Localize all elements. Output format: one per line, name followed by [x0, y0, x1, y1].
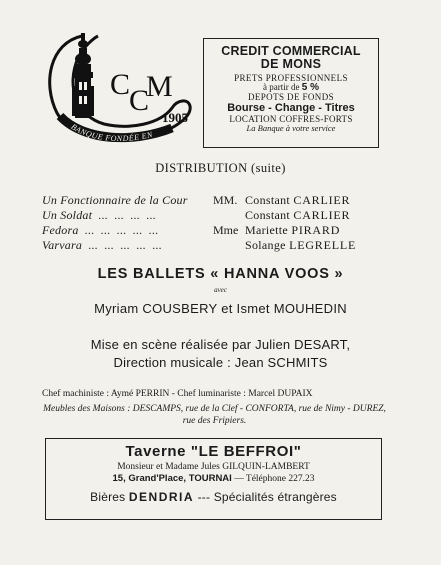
ballets-dancers: Myriam COUSBERY et Ismet MOUHEDIN — [94, 301, 347, 316]
credit-line-2: DE MONS — [260, 57, 322, 71]
cast-actor — [245, 193, 350, 208]
cast-role: Un Fonctionnaire de la Cour — [42, 193, 188, 207]
actor-last: PIRARD — [291, 223, 341, 237]
ccm-logo — [42, 28, 197, 148]
beffroi-title: Taverne "LE BEFFROI" — [125, 443, 302, 460]
ballets-avec: avec — [214, 286, 227, 294]
beffroi-ad — [45, 438, 382, 520]
logo-letter-m: M — [146, 70, 173, 103]
chefs-credits: Chef machiniste : Aymé PERRIN - Chef luminariste : Marcel DUPAIX — [42, 389, 313, 399]
cast-actor — [245, 223, 340, 238]
cast-role: Fedora ... ... ... ... ... — [42, 223, 159, 237]
beer-pre: Bières — [90, 490, 126, 504]
actor-last: CARLIER — [293, 193, 351, 207]
ballets-title: LES BALLETS « HANNA VOOS » — [97, 266, 344, 282]
beffroi-beers — [46, 490, 381, 504]
credit-line-8: La Banque à votre service — [246, 123, 336, 133]
actor-first: Mariette — [245, 223, 289, 237]
beer-post: --- Spécialités étrangères — [197, 490, 337, 504]
logo-letter-c2: C — [129, 84, 150, 117]
beffroi-phone: — Téléphone 227.23 — [231, 474, 315, 484]
credit-line-3: PRETS PROFESSIONNELS — [234, 73, 348, 83]
meubles-credits: Meubles des Maisons : DESCAMPS, rue de la Clef - CONFORTA, rue de Nimy - DUREZ, rue des Fripiers. — [43, 404, 386, 426]
beer-brand: DENDRIA — [128, 490, 195, 504]
credit-line-7: LOCATION COFFRES-FORTS — [229, 114, 353, 124]
distribution-title: DISTRIBUTION (suite) — [155, 161, 286, 175]
credit-commercial-ad — [203, 38, 379, 148]
logo-letter-c1: C — [110, 68, 131, 101]
actor-first: Solange — [245, 238, 286, 252]
mise-en-scene: Mise en scène réalisée par Julien DESART, — [90, 337, 351, 352]
credit-line-5: DEPOTS DE FONDS — [247, 92, 334, 102]
credit-line-1: CREDIT COMMERCIAL — [221, 44, 361, 58]
beffroi-owner: Monsieur et Madame Jules GILQUIN-LAMBERT — [117, 462, 310, 472]
cast-title: MM. — [213, 193, 238, 207]
cast-actor — [245, 238, 356, 253]
cast-title: Mme — [213, 223, 239, 237]
credit-line-6: Bourse - Change - Titres — [227, 102, 355, 114]
credit-line-4-rate: 5 % — [301, 82, 319, 93]
cast-role: Un Soldat ... ... ... ... — [42, 208, 157, 222]
cast-role: Varvara ... ... ... ... ... — [42, 238, 163, 252]
logo-banner-text: BANQUE FONDÉE EN — [69, 122, 154, 144]
actor-first: Constant — [245, 208, 291, 222]
direction-musicale: Direction musicale : Jean SCHMITS — [113, 355, 328, 370]
logo-year: 1905 — [162, 110, 188, 125]
actor-first: Constant — [245, 193, 291, 207]
actor-last: LEGRELLE — [289, 238, 357, 252]
credit-line-4-pre: à partir de — [263, 82, 300, 92]
cast-actor — [245, 208, 350, 223]
beffroi-address-main: 15, Grand'Place, TOURNAI — [112, 473, 232, 484]
actor-last: CARLIER — [293, 208, 351, 222]
belfry-tower-icon — [72, 33, 94, 118]
beffroi-address — [46, 473, 381, 484]
